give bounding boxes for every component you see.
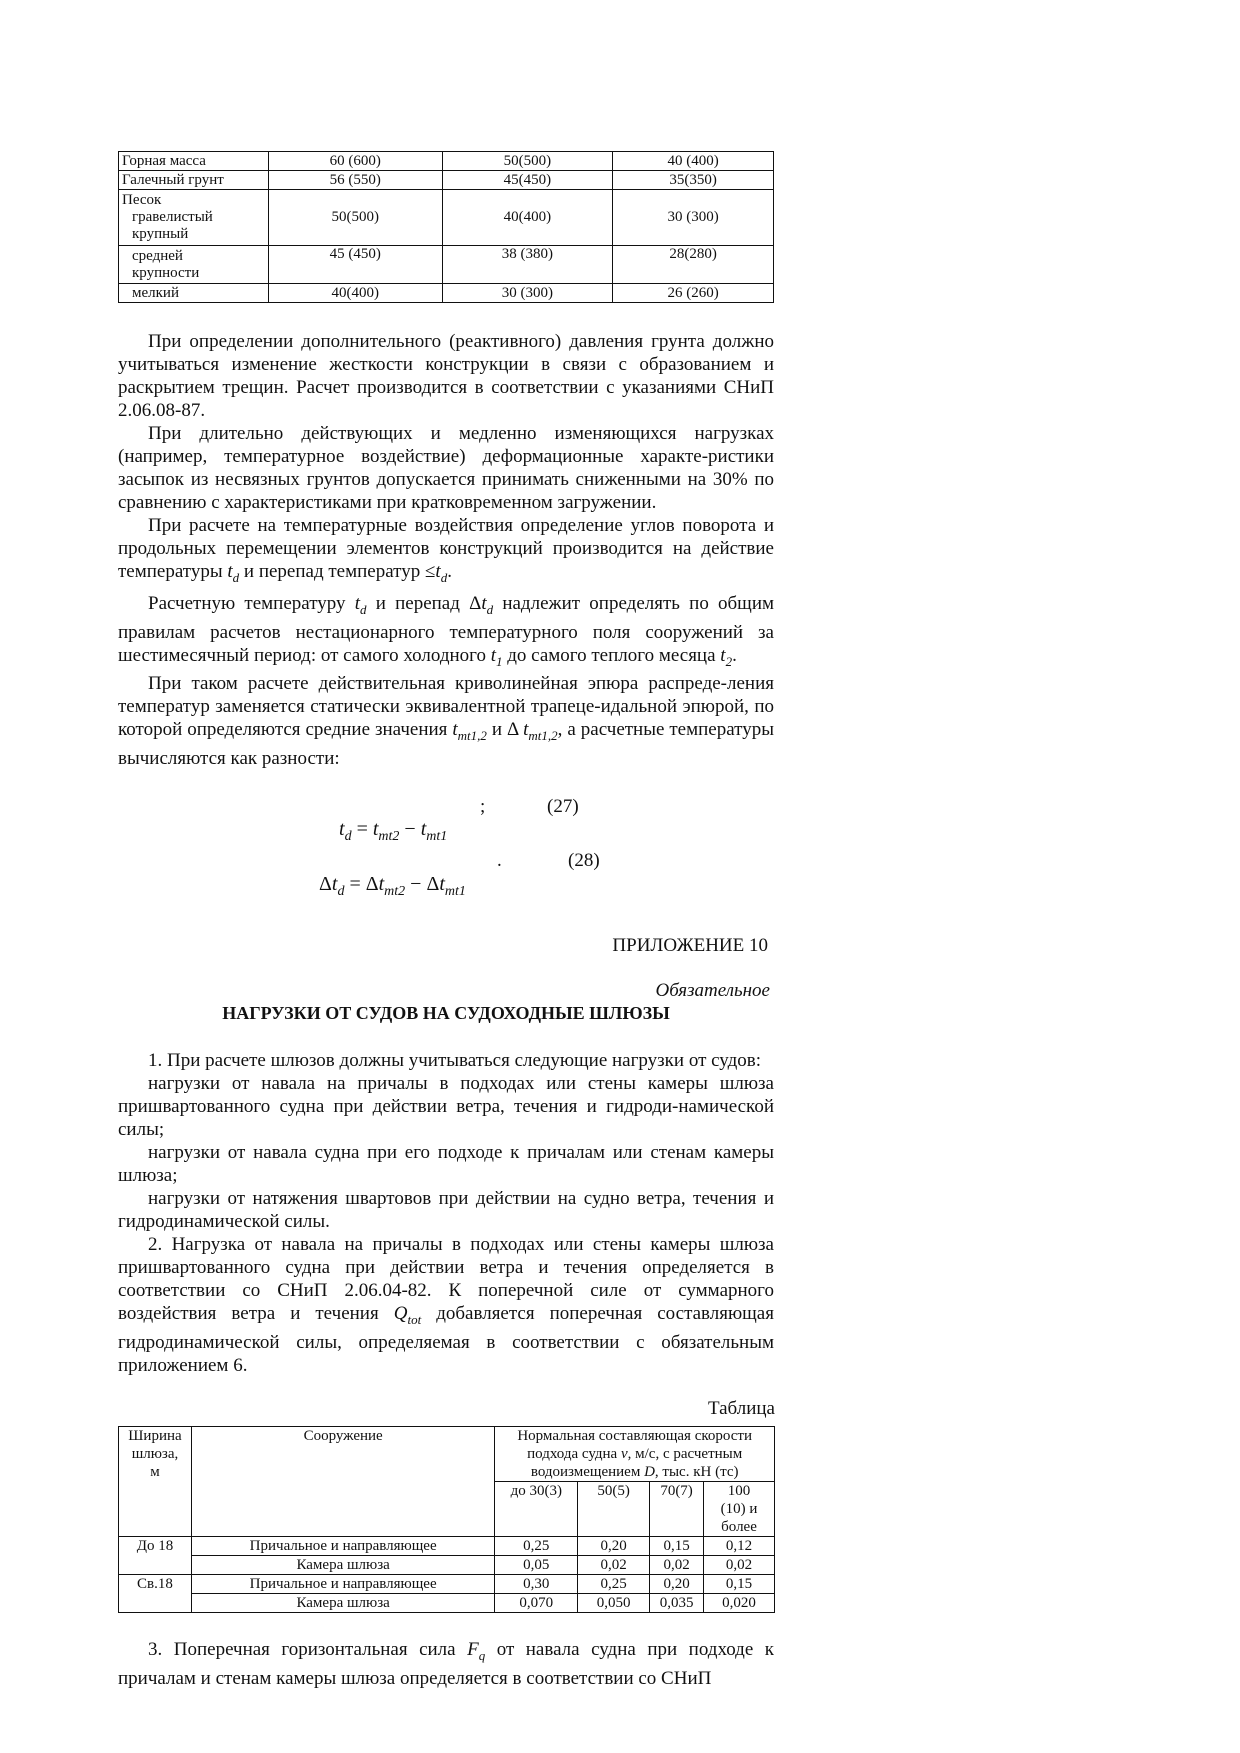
- table-cell: 0,15: [704, 1575, 775, 1594]
- table-cell: 60 (600): [268, 152, 442, 171]
- header-cell: Нормальная составляющая скорости подхода судна v, м/с, с расчетным водоизмещением D, тыс. кН (тс): [495, 1427, 775, 1482]
- cell-line: Ширина: [128, 1428, 182, 1444]
- table-cell: 30 (300): [613, 190, 774, 246]
- equation-separator: .: [497, 850, 502, 871]
- table-cell: 40(400): [442, 190, 613, 246]
- paragraph: При таком расчете действительная криволинейная эпюра распреде-ления температур заменяется статически эквивалентной трапеце-идальной эпюрой, по которой определяются средние значения $t_{mt1,2}$ и Δ $t_{mt1,2}$, а расчетные температуры вычисляются как разности:: [118, 673, 775, 770]
- table-cell: 0,050: [578, 1594, 650, 1613]
- table-cell: 0,25: [495, 1537, 578, 1556]
- table-cell: 40(400): [268, 284, 442, 303]
- header-cell: [119, 1427, 192, 1537]
- table-cell: 30 (300): [442, 284, 613, 303]
- text-block-1: [118, 330, 774, 770]
- table-cell: 0,05: [495, 1556, 578, 1575]
- table-cell: 0,070: [495, 1594, 578, 1613]
- cell-line: средней: [132, 247, 183, 264]
- table-row: [119, 1594, 775, 1613]
- table-row: [119, 1427, 775, 1482]
- table-cell: Горная масса: [119, 152, 269, 171]
- table-cell: 0,20: [650, 1575, 704, 1594]
- table-cell: 38 (380): [442, 246, 613, 284]
- table-cell: Камера шлюза: [191, 1594, 494, 1613]
- paragraph: нагрузки от натяжения швартовов при действии на судно ветра, течения и гидродинамической силы.: [118, 1188, 774, 1232]
- equation-27: $t_d = t_{mt2} - t_{mt1}$: [339, 818, 448, 844]
- table-cell: 56 (550): [268, 171, 442, 190]
- table-cell: 28(280): [613, 246, 774, 284]
- appendix-status: Обязательное: [655, 980, 770, 1001]
- equation-28: $\Delta t_d = \Delta t_{mt2} - \Delta t_{mt1}$: [319, 873, 466, 899]
- table-cell: 0,02: [650, 1556, 704, 1575]
- table-cell: 0,12: [704, 1537, 775, 1556]
- table-cell: [119, 246, 269, 284]
- paragraph: 2. Нагрузка от навала на причалы в подходах или стены камеры шлюза пришвартованного судна при действии ветра и течения определяется в соответствии со СНиП 2.06.04-82. К поперечной силе от суммарного воздействия ветра и течения $Q_{tot}$ добавляется поперечная составляющая гидродинамической силы, определяемая в соответствии с обязательным приложением 6.: [118, 1234, 774, 1376]
- speed-table: [118, 1426, 775, 1613]
- equation-number: (27): [547, 796, 579, 817]
- cell-line: Песок: [122, 192, 162, 208]
- table-cell: Камера шлюза: [191, 1556, 494, 1575]
- cell-line: гравелистый: [132, 209, 213, 225]
- cell-line: 100: [727, 1483, 751, 1499]
- paragraph: Расчетную температуру $t_d$ и перепад $\Delta t_d$ надлежит определять по общим правилам расчетов нестационарного температурного поля сооружений за шестимесячный период: от самого холодного $t_1$ до самого теплого месяца $t_2$.: [118, 592, 775, 669]
- table-cell: Причальное и направляющее: [191, 1575, 494, 1594]
- paragraph: При длительно действующих и медленно изменяющихся нагрузках (например, температурное воздействие) деформационные характе-ристики засыпок из несвязных грунтов допускается принимать сниженными на 30% по сравнению с характеристиками при кратковременном загружении.: [118, 423, 774, 513]
- table-row: [119, 1537, 775, 1556]
- header-cell: до 30(3): [495, 1482, 578, 1537]
- header-cell: [704, 1482, 775, 1537]
- paragraph: При расчете на температурные воздействия определение углов поворота и продольных перемещении элементов конструкций производится на действие температуры $t_d$ и перепад температур $\le t_d$.: [118, 515, 774, 585]
- table-cell: 35(350): [613, 171, 774, 190]
- paragraph: 1. При расчете шлюзов должны учитываться следующие нагрузки от судов:: [148, 1050, 762, 1071]
- text-block-2: [118, 1049, 774, 1377]
- table-caption: Таблица: [707, 1398, 775, 1419]
- cell-line: (10) и: [720, 1501, 758, 1517]
- paragraph: нагрузки от навала на причалы в подходах или стены камеры шлюза пришвартованного судна при действии ветра, течения и гидроди-намической силы;: [118, 1073, 774, 1140]
- table-cell: 0,02: [704, 1556, 775, 1575]
- header-cell: 50(5): [578, 1482, 650, 1537]
- table-cell: 0,20: [578, 1537, 650, 1556]
- table-cell: 0,15: [650, 1537, 704, 1556]
- cell-line: шлюза,: [131, 1446, 179, 1462]
- table-cell: Галечный грунт: [119, 171, 269, 190]
- cell-line: более: [721, 1519, 757, 1535]
- table-cell: 0,035: [650, 1594, 704, 1613]
- table-cell: [119, 190, 269, 246]
- table-cell: 50(500): [268, 190, 442, 246]
- appendix-heading: НАГРУЗКИ ОТ СУДОВ НА СУДОХОДНЫЕ ШЛЮЗЫ: [222, 1003, 670, 1023]
- table-cell: 50(500): [442, 152, 613, 171]
- paragraph: При определении дополнительного (реактивного) давления грунта должно учитываться изменение жесткости конструкции в связи с образованием и раскрытием трещин. Расчет производится в соответствии с указаниями СНиП 2.06.08-87.: [118, 331, 774, 421]
- table-cell: 26 (260): [613, 284, 774, 303]
- table-cell: 0,020: [704, 1594, 775, 1613]
- header-cell: 70(7): [650, 1482, 704, 1537]
- table-cell: Св.18: [119, 1575, 192, 1613]
- table-row: [119, 190, 774, 246]
- soil-table: [118, 151, 774, 303]
- table-cell: 0,25: [578, 1575, 650, 1594]
- table-row: [119, 284, 774, 303]
- header-cell: Сооружение: [191, 1427, 494, 1537]
- table-row: [119, 246, 774, 284]
- table-cell: 0,02: [578, 1556, 650, 1575]
- paragraph: нагрузки от навала судна при его подходе к причалам или стенам камеры шлюза;: [118, 1142, 774, 1186]
- equation-separator: ;: [480, 796, 486, 817]
- cell-line: крупности: [132, 264, 200, 281]
- cell-line: м: [150, 1464, 160, 1480]
- table-row: [119, 171, 774, 190]
- table-cell: 0,30: [495, 1575, 578, 1594]
- table-cell: До 18: [119, 1537, 192, 1575]
- paragraph: 3. Поперечная горизонтальная сила $F_q$ от навала судна при подходе к причалам и стенам камеры шлюза определяется в соответствии со СНиП: [118, 1639, 774, 1689]
- table-cell: мелкий: [119, 284, 269, 303]
- table-row: [119, 1575, 775, 1594]
- table-cell: 40 (400): [613, 152, 774, 171]
- table-cell: Причальное и направляющее: [191, 1537, 494, 1556]
- equation-number: (28): [568, 850, 600, 871]
- table-row: [119, 1556, 775, 1575]
- text-block-3: [118, 1638, 774, 1690]
- table-row: [119, 152, 774, 171]
- table-cell: 45 (450): [268, 246, 442, 284]
- cell-line: крупный: [132, 226, 189, 242]
- table-cell: 45(450): [442, 171, 613, 190]
- appendix-title: ПРИЛОЖЕНИЕ 10: [612, 935, 768, 956]
